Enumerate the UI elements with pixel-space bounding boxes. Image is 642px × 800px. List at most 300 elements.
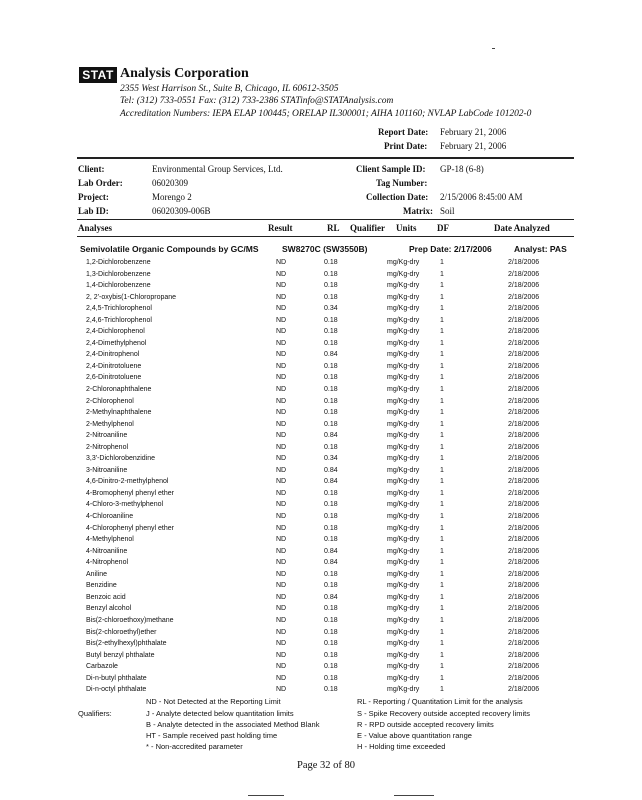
matrix-label: Matrix: [403, 206, 433, 216]
result-value: ND [276, 305, 287, 313]
rl-value: 0.18 [324, 605, 338, 613]
scan-mark [248, 795, 284, 796]
df-value: 1 [440, 397, 444, 405]
df-value: 1 [440, 501, 444, 509]
col-df: DF [437, 223, 449, 233]
date-analyzed-value: 2/18/2006 [508, 651, 540, 659]
date-analyzed-value: 2/18/2006 [508, 432, 540, 440]
rl-value: 0.84 [324, 559, 338, 567]
rl-value: 0.18 [324, 420, 338, 428]
result-value: ND [276, 420, 287, 428]
qualifier-left-4: * - Non-accredited parameter [146, 742, 243, 751]
df-value: 1 [440, 374, 444, 382]
df-value: 1 [440, 478, 444, 486]
units-value: mg/Kg-dry [387, 328, 420, 336]
rl-value: 0.84 [324, 478, 338, 486]
units-value: mg/Kg-dry [387, 651, 420, 659]
results-table [0, 257, 642, 696]
df-value: 1 [440, 432, 444, 440]
rl-value: 0.84 [324, 351, 338, 359]
rl-value: 0.18 [324, 270, 338, 278]
df-value: 1 [440, 305, 444, 313]
qualifier-left-0: ND - Not Detected at the Reporting Limit [146, 697, 281, 706]
df-value: 1 [440, 259, 444, 266]
prep-date: Prep Date: 2/17/2006 [409, 244, 492, 254]
project-value: Morengo 2 [152, 192, 192, 202]
rl-value: 0.18 [324, 513, 338, 521]
units-value: mg/Kg-dry [387, 582, 420, 590]
units-value: mg/Kg-dry [387, 501, 420, 509]
result-value: ND [276, 478, 287, 486]
rl-value: 0.18 [324, 524, 338, 532]
table-row [0, 361, 642, 373]
qualifier-left-1: J - Analyte detected below quantitation limits [146, 709, 294, 718]
result-value: ND [276, 547, 287, 555]
date-analyzed-value: 2/18/2006 [508, 339, 540, 347]
analyte-name: Carbazole [86, 663, 118, 671]
df-value: 1 [440, 605, 444, 613]
units-value: mg/Kg-dry [387, 489, 420, 497]
analyte-name: Bis(2-ethylhexyl)phthalate [86, 640, 167, 648]
table-row [0, 638, 642, 650]
df-value: 1 [440, 282, 444, 290]
units-value: mg/Kg-dry [387, 432, 420, 440]
rl-value: 0.18 [324, 651, 338, 659]
result-value: ND [276, 316, 287, 324]
divider-mid [77, 219, 574, 220]
analyte-name: Butyl benzyl phthalate [86, 651, 155, 659]
df-value: 1 [440, 386, 444, 394]
rl-value: 0.18 [324, 293, 338, 301]
analyte-name: 4-Chloroaniline [86, 513, 134, 521]
df-value: 1 [440, 455, 444, 463]
units-value: mg/Kg-dry [387, 547, 420, 555]
date-analyzed-value: 2/18/2006 [508, 443, 540, 451]
result-value: ND [276, 570, 287, 578]
date-analyzed-value: 2/18/2006 [508, 455, 540, 463]
date-analyzed-value: 2/18/2006 [508, 674, 540, 682]
rl-value: 0.18 [324, 616, 338, 624]
date-analyzed-value: 2/18/2006 [508, 640, 540, 648]
df-value: 1 [440, 582, 444, 590]
date-analyzed-value: 2/18/2006 [508, 582, 540, 590]
rl-value: 0.84 [324, 593, 338, 601]
col-rl: RL [327, 223, 340, 233]
date-analyzed-value: 2/18/2006 [508, 466, 540, 474]
lab-order-label: Lab Order: [78, 178, 123, 188]
qualifier-right-1: S - Spike Recovery outside accepted recovery limits [357, 709, 530, 718]
rl-value: 0.18 [324, 409, 338, 417]
date-analyzed-value: 2/18/2006 [508, 478, 540, 486]
result-value: ND [276, 501, 287, 509]
result-value: ND [276, 524, 287, 532]
report-date-label: Report Date: [378, 127, 429, 137]
qualifiers-label: Qualifiers: [78, 709, 112, 718]
rl-value: 0.18 [324, 443, 338, 451]
result-value: ND [276, 651, 287, 659]
analyte-name: 2,4,6-Trichlorophenol [86, 316, 152, 324]
result-value: ND [276, 455, 287, 463]
table-row [0, 419, 642, 431]
units-value: mg/Kg-dry [387, 524, 420, 532]
df-value: 1 [440, 536, 444, 544]
df-value: 1 [440, 616, 444, 624]
units-value: mg/Kg-dry [387, 559, 420, 567]
units-value: mg/Kg-dry [387, 397, 420, 405]
rl-value: 0.18 [324, 536, 338, 544]
analyte-name: 2,4-Dinitrophenol [86, 351, 140, 359]
df-value: 1 [440, 362, 444, 370]
result-value: ND [276, 293, 287, 301]
table-row [0, 257, 642, 269]
table-row [0, 476, 642, 488]
analyte-name: Di-n-octyl phthalate [86, 686, 147, 694]
date-analyzed-value: 2/18/2006 [508, 628, 540, 636]
date-analyzed-value: 2/18/2006 [508, 489, 540, 497]
rl-value: 0.84 [324, 547, 338, 555]
table-row [0, 292, 642, 304]
table-row [0, 592, 642, 604]
client-value: Environmental Group Services, Ltd. [152, 164, 283, 174]
analyte-name: 2,4-Dimethylphenol [86, 339, 147, 347]
analyte-name: 1,4-Dichlorobenzene [86, 282, 151, 290]
date-analyzed-value: 2/18/2006 [508, 374, 540, 382]
date-analyzed-value: 2/18/2006 [508, 513, 540, 521]
client-sample-id-value: GP-18 (6-8) [440, 164, 484, 174]
method-title: Semivolatile Organic Compounds by GC/MS [80, 244, 259, 254]
date-analyzed-value: 2/18/2006 [508, 328, 540, 336]
analyte-name: 2, 2'-oxybis(1-Chloropropane [86, 293, 177, 301]
date-analyzed-value: 2/18/2006 [508, 616, 540, 624]
analyte-name: 1,3-Dichlorobenzene [86, 270, 151, 278]
table-row [0, 546, 642, 558]
result-value: ND [276, 432, 287, 440]
table-row [0, 580, 642, 592]
col-date-analyzed: Date Analyzed [494, 223, 550, 233]
divider-top [77, 157, 574, 159]
analyst: Analyst: PAS [514, 244, 567, 254]
table-row [0, 442, 642, 454]
units-value: mg/Kg-dry [387, 616, 420, 624]
table-row [0, 269, 642, 281]
units-value: mg/Kg-dry [387, 409, 420, 417]
units-value: mg/Kg-dry [387, 420, 420, 428]
units-value: mg/Kg-dry [387, 316, 420, 324]
df-value: 1 [440, 339, 444, 347]
lab-id-value: 06020309-006B [152, 206, 211, 216]
analyte-name: 2-Nitrophenol [86, 443, 129, 451]
qualifier-right-4: H - Holding time exceeded [357, 742, 446, 751]
result-value: ND [276, 362, 287, 370]
date-analyzed-value: 2/18/2006 [508, 282, 540, 290]
result-value: ND [276, 409, 287, 417]
analyte-name: 4-Bromophenyl phenyl ether [86, 489, 174, 497]
table-row [0, 396, 642, 408]
table-row [0, 673, 642, 685]
df-value: 1 [440, 316, 444, 324]
units-value: mg/Kg-dry [387, 443, 420, 451]
print-date-label: Print Date: [384, 141, 428, 151]
units-value: mg/Kg-dry [387, 593, 420, 601]
date-analyzed-value: 2/18/2006 [508, 559, 540, 567]
units-value: mg/Kg-dry [387, 270, 420, 278]
result-value: ND [276, 582, 287, 590]
table-row [0, 627, 642, 639]
method-codes: SW8270C (SW3550B) [282, 244, 368, 254]
df-value: 1 [440, 663, 444, 671]
date-analyzed-value: 2/18/2006 [508, 293, 540, 301]
units-value: mg/Kg-dry [387, 362, 420, 370]
table-row [0, 349, 642, 361]
analyte-name: 2-Methylnaphthalene [86, 409, 152, 417]
table-row [0, 465, 642, 477]
result-value: ND [276, 674, 287, 682]
analyte-name: Aniline [86, 570, 108, 578]
df-value: 1 [440, 293, 444, 301]
df-value: 1 [440, 409, 444, 417]
date-analyzed-value: 2/18/2006 [508, 397, 540, 405]
units-value: mg/Kg-dry [387, 374, 420, 382]
analyte-name: 2,6-Dinitrotoluene [86, 374, 142, 382]
analyte-name: 2-Methylphenol [86, 420, 134, 428]
rl-value: 0.18 [324, 489, 338, 497]
table-row [0, 326, 642, 338]
analyte-name: 4-Nitroaniline [86, 547, 128, 555]
result-value: ND [276, 374, 287, 382]
company-contact: Tel: (312) 733-0551 Fax: (312) 733-2386 STATinfo@STATAnalysis.com [120, 96, 394, 106]
result-value: ND [276, 593, 287, 601]
units-value: mg/Kg-dry [387, 351, 420, 359]
rl-value: 0.18 [324, 259, 338, 266]
df-value: 1 [440, 351, 444, 359]
table-row [0, 603, 642, 615]
result-value: ND [276, 513, 287, 521]
analyte-name: Benzoic acid [86, 593, 126, 601]
date-analyzed-value: 2/18/2006 [508, 501, 540, 509]
analyte-name: 2-Chlorophenol [86, 397, 134, 405]
col-result: Result [268, 223, 293, 233]
analyte-name: Benzyl alcohol [86, 605, 132, 613]
date-analyzed-value: 2/18/2006 [508, 409, 540, 417]
qualifier-left-2: B - Analyte detected in the associated Method Blank [146, 720, 320, 729]
company-name: Analysis Corporation [120, 66, 249, 81]
analyte-name: 2,4,5-Trichlorophenol [86, 305, 152, 313]
result-value: ND [276, 397, 287, 405]
analyte-name: 3-Nitroaniline [86, 466, 128, 474]
units-value: mg/Kg-dry [387, 259, 420, 266]
table-row [0, 569, 642, 581]
result-value: ND [276, 536, 287, 544]
rl-value: 0.18 [324, 374, 338, 382]
result-value: ND [276, 259, 287, 266]
table-row [0, 615, 642, 627]
rl-value: 0.18 [324, 339, 338, 347]
df-value: 1 [440, 570, 444, 578]
rl-value: 0.18 [324, 328, 338, 336]
result-value: ND [276, 605, 287, 613]
divider-header [77, 236, 574, 237]
units-value: mg/Kg-dry [387, 513, 420, 521]
result-value: ND [276, 282, 287, 290]
units-value: mg/Kg-dry [387, 339, 420, 347]
units-value: mg/Kg-dry [387, 570, 420, 578]
result-value: ND [276, 328, 287, 336]
collection-date-label: Collection Date: [366, 192, 429, 202]
units-value: mg/Kg-dry [387, 282, 420, 290]
qualifier-right-3: E - Value above quantitation range [357, 731, 472, 740]
table-row [0, 499, 642, 511]
date-analyzed-value: 2/18/2006 [508, 605, 540, 613]
rl-value: 0.18 [324, 397, 338, 405]
table-row [0, 511, 642, 523]
result-value: ND [276, 663, 287, 671]
table-row [0, 407, 642, 419]
units-value: mg/Kg-dry [387, 628, 420, 636]
date-analyzed-value: 2/18/2006 [508, 270, 540, 278]
date-analyzed-value: 2/18/2006 [508, 536, 540, 544]
company-address: 2355 West Harrison St., Suite B, Chicago, IL 60612-3505 [120, 84, 339, 94]
date-analyzed-value: 2/18/2006 [508, 547, 540, 555]
page-number: Page 32 of 80 [297, 760, 356, 771]
rl-value: 0.18 [324, 674, 338, 682]
result-value: ND [276, 443, 287, 451]
df-value: 1 [440, 328, 444, 336]
table-row [0, 684, 642, 696]
analyte-name: 4-Methylphenol [86, 536, 134, 544]
df-value: 1 [440, 593, 444, 601]
project-label: Project: [78, 192, 109, 202]
scan-mark [394, 795, 434, 796]
result-value: ND [276, 628, 287, 636]
date-analyzed-value: 2/18/2006 [508, 305, 540, 313]
rl-value: 0.84 [324, 466, 338, 474]
rl-value: 0.18 [324, 686, 338, 694]
result-value: ND [276, 640, 287, 648]
col-analyses: Analyses [78, 223, 113, 233]
rl-value: 0.18 [324, 316, 338, 324]
table-row [0, 384, 642, 396]
rl-value: 0.34 [324, 455, 338, 463]
qualifier-right-2: R - RPD outside accepted recovery limits [357, 720, 494, 729]
table-row [0, 338, 642, 350]
units-value: mg/Kg-dry [387, 536, 420, 544]
df-value: 1 [440, 513, 444, 521]
date-analyzed-value: 2/18/2006 [508, 351, 540, 359]
rl-value: 0.18 [324, 501, 338, 509]
result-value: ND [276, 686, 287, 694]
client-sample-id-label: Client Sample ID: [356, 164, 426, 174]
date-analyzed-value: 2/18/2006 [508, 316, 540, 324]
df-value: 1 [440, 489, 444, 497]
print-date: February 21, 2006 [440, 141, 507, 151]
date-analyzed-value: 2/18/2006 [508, 420, 540, 428]
units-value: mg/Kg-dry [387, 386, 420, 394]
units-value: mg/Kg-dry [387, 663, 420, 671]
col-units: Units [396, 223, 417, 233]
units-value: mg/Kg-dry [387, 478, 420, 486]
matrix-value: Soil [440, 206, 455, 216]
df-value: 1 [440, 270, 444, 278]
result-value: ND [276, 386, 287, 394]
date-analyzed-value: 2/18/2006 [508, 362, 540, 370]
df-value: 1 [440, 524, 444, 532]
df-value: 1 [440, 547, 444, 555]
units-value: mg/Kg-dry [387, 640, 420, 648]
rl-value: 0.18 [324, 282, 338, 290]
date-analyzed-value: 2/18/2006 [508, 593, 540, 601]
scan-mark [492, 48, 495, 49]
date-analyzed-value: 2/18/2006 [508, 259, 540, 266]
analyte-name: Bis(2-chloroethyl)ether [86, 628, 157, 636]
result-value: ND [276, 339, 287, 347]
rl-value: 0.18 [324, 362, 338, 370]
table-row [0, 280, 642, 292]
rl-value: 0.34 [324, 305, 338, 313]
lab-order-value: 06020309 [152, 178, 188, 188]
date-analyzed-value: 2/18/2006 [508, 570, 540, 578]
table-row [0, 488, 642, 500]
date-analyzed-value: 2/18/2006 [508, 663, 540, 671]
df-value: 1 [440, 686, 444, 694]
date-analyzed-value: 2/18/2006 [508, 686, 540, 694]
tag-number-label: Tag Number: [376, 178, 428, 188]
units-value: mg/Kg-dry [387, 455, 420, 463]
table-row [0, 557, 642, 569]
collection-date-value: 2/15/2006 8:45:00 AM [440, 192, 523, 202]
analyte-name: Di-n-butyl phthalate [86, 674, 147, 682]
rl-value: 0.18 [324, 640, 338, 648]
qualifier-right-0: RL - Reporting / Quantitation Limit for the analysis [357, 697, 523, 706]
col-qualifier: Qualifier [350, 223, 385, 233]
table-row [0, 661, 642, 673]
analyte-name: 1,2-Dichlorobenzene [86, 259, 151, 266]
rl-value: 0.18 [324, 386, 338, 394]
rl-value: 0.18 [324, 628, 338, 636]
df-value: 1 [440, 674, 444, 682]
result-value: ND [276, 466, 287, 474]
units-value: mg/Kg-dry [387, 305, 420, 313]
result-value: ND [276, 616, 287, 624]
result-value: ND [276, 559, 287, 567]
df-value: 1 [440, 420, 444, 428]
units-value: mg/Kg-dry [387, 674, 420, 682]
result-value: ND [276, 351, 287, 359]
df-value: 1 [440, 466, 444, 474]
table-row [0, 430, 642, 442]
df-value: 1 [440, 628, 444, 636]
table-row [0, 372, 642, 384]
analyte-name: 2,4-Dichlorophenol [86, 328, 145, 336]
units-value: mg/Kg-dry [387, 466, 420, 474]
table-row [0, 315, 642, 327]
rl-value: 0.18 [324, 570, 338, 578]
accreditation-numbers: Accreditation Numbers: IEPA ELAP 100445; ORELAP IL300001; AIHA 101160; NVLAP LabCode 101202-0 [120, 109, 532, 119]
units-value: mg/Kg-dry [387, 293, 420, 301]
rl-value: 0.18 [324, 663, 338, 671]
table-row [0, 523, 642, 535]
analyte-name: Bis(2-chloroethoxy)methane [86, 616, 174, 624]
date-analyzed-value: 2/18/2006 [508, 524, 540, 532]
df-value: 1 [440, 640, 444, 648]
company-logo: STAT [79, 67, 117, 83]
table-row [0, 453, 642, 465]
table-row [0, 303, 642, 315]
analyte-name: 4,6-Dinitro-2-methylphenol [86, 478, 169, 486]
table-row [0, 534, 642, 546]
analyte-name: 2-Nitroaniline [86, 432, 128, 440]
analyte-name: 4-Chlorophenyl phenyl ether [86, 524, 174, 532]
date-analyzed-value: 2/18/2006 [508, 386, 540, 394]
